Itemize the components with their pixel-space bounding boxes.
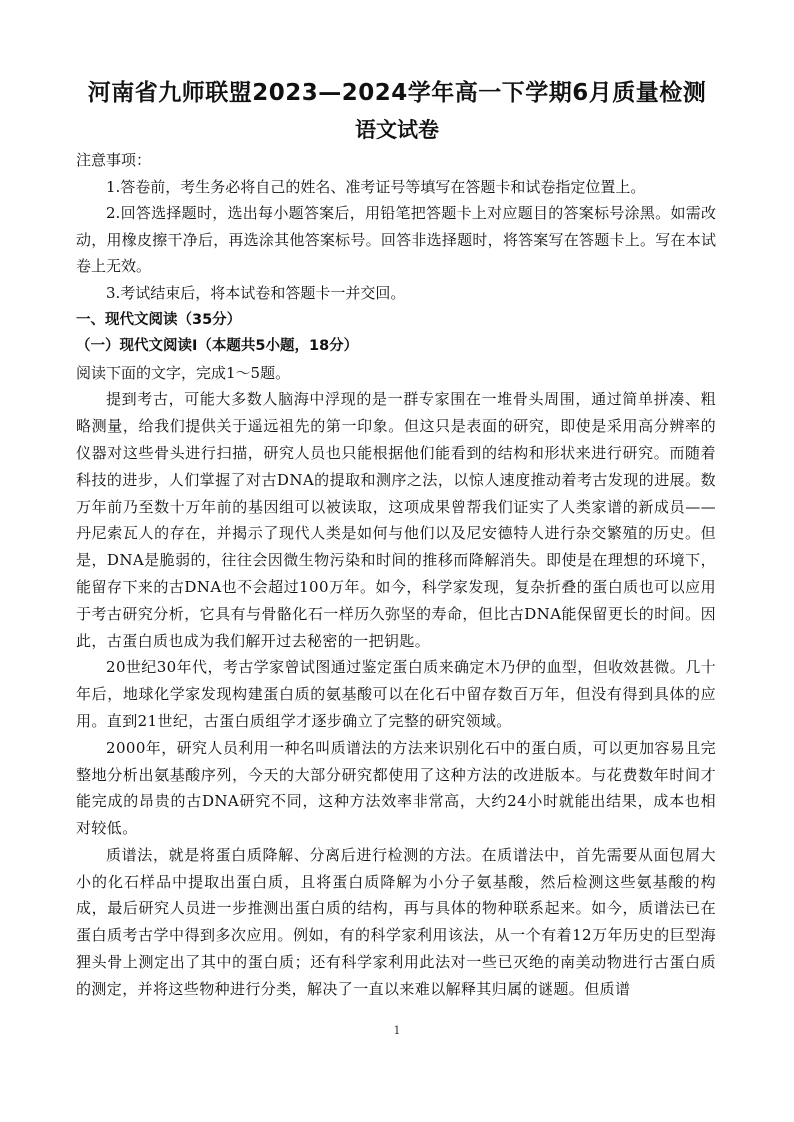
passage-paragraph-4: 质谱法，就是将蛋白质降解、分离后进行检测的方法。在质谱法中，首先需要从面包屑大小的化石样品中提取出蛋白质，且将蛋白质降解为小分子氨基酸，然后检测这些氨基酸的构成，最后研究人员进一步推测出蛋白质的结构，再与具体的物种联系起来。如今，质谱法已在蛋白质考古学中得到多次应用。例如，有的科学家利用该法，从一个有着12万年历史的巨型海狸头骨上测定出了其中的蛋白质；还有科学家利用此法对一些已灭绝的南美动物进行古蛋白质的测定，并将这些物种进行分类，解决了一直以来难以解释其归属的谜题。但质谱: [76, 845, 716, 998]
exam-subtitle: 语文试卷: [355, 118, 439, 142]
notice-heading: 注意事项：: [76, 151, 152, 169]
reading-instruction: 阅读下面的文字，完成1～5题。: [76, 363, 291, 382]
section-heading: 一、现代文阅读（35分）: [76, 311, 242, 328]
passage-paragraph-3: 2000年，研究人员利用一种名叫质谱法的方法来识别化石中的蛋白质，可以更加容易且完整地分析出氨基酸序列，今天的大部分研究都使用了这种方法的改进版本。与花费数年时间才能完成的昂贵的古DNA研究不同，这种方法效率非常高，大约24小时就能出结果，成本也相对较低。: [76, 738, 716, 838]
document-body: [76, 147, 716, 1003]
reading-passage: [76, 386, 716, 1002]
notice-item-2: 2.回答选择题时，选出每小题答案后，用铅笔把答题卡上对应题目的答案标号涂黑。如需改动，用橡皮擦干净后，再选涂其他答案标号。回答非选择题时，将答案写在答题卡上。写在本试卷上无效。: [76, 204, 716, 276]
notice-item-1: 1.答卷前，考生务必将自己的姓名、准考证号等填写在答题卡和试卷指定位置上。: [106, 177, 646, 196]
notice-item-3: 3.考试结束后，将本试卷和答题卡一并交回。: [106, 283, 406, 302]
passage-paragraph-1: 提到考古，可能大多数人脑海中浮现的是一群专家围在一堆骨头周围，通过简单拼凑、粗略测量，给我们提供关于遥远祖先的第一印象。但这只是表面的研究，即使是采用高分辨率的仪器对这些骨头进行扫描，研究人员也只能根据他们能看到的结构和形状来进行研究。而随着科技的进步，人们掌握了对古DNA的提取和测序之法，以惊人速度推动着考古发现的进展。数万年前乃至数十万年前的基因组可以被读取，这项成果曾帮我们证实了人类家谱的新成员——丹尼索瓦人的存在，并揭示了现代人类是如何与他们以及尼安德特人进行杂交繁殖的历史。但是，DNA是脆弱的，往往会因微生物污染和时间的推移而降解消失。即使是在理想的环境下，能留存下来的古DNA也不会超过100万年。如今，科学家发现，复杂折叠的蛋白质也可以应用于考古研究分析，它具有与骨骼化石一样历久弥坚的寿命，但比古DNA能保留更长的时间。因此，古蛋白质也成为我们解开过去秘密的一把钥匙。: [76, 390, 716, 650]
page-number: 1: [393, 1024, 401, 1037]
subsection-heading: （一）现代文阅读Ⅰ（本题共5小题，18分）: [76, 338, 359, 355]
exam-title: 河南省九师联盟2023—2024学年高一下学期6月质量检测: [87, 80, 707, 106]
passage-paragraph-2: 20世纪30年代，考古学家曾试图通过鉴定蛋白质来确定木乃伊的血型，但收效甚微。几十年后，地球化学家发现构建蛋白质的氨基酸可以在化石中留存数百万年，但没有得到具体的应用。直到21世纪，古蛋白质组学才逐步确立了完整的研究领域。: [76, 658, 716, 730]
